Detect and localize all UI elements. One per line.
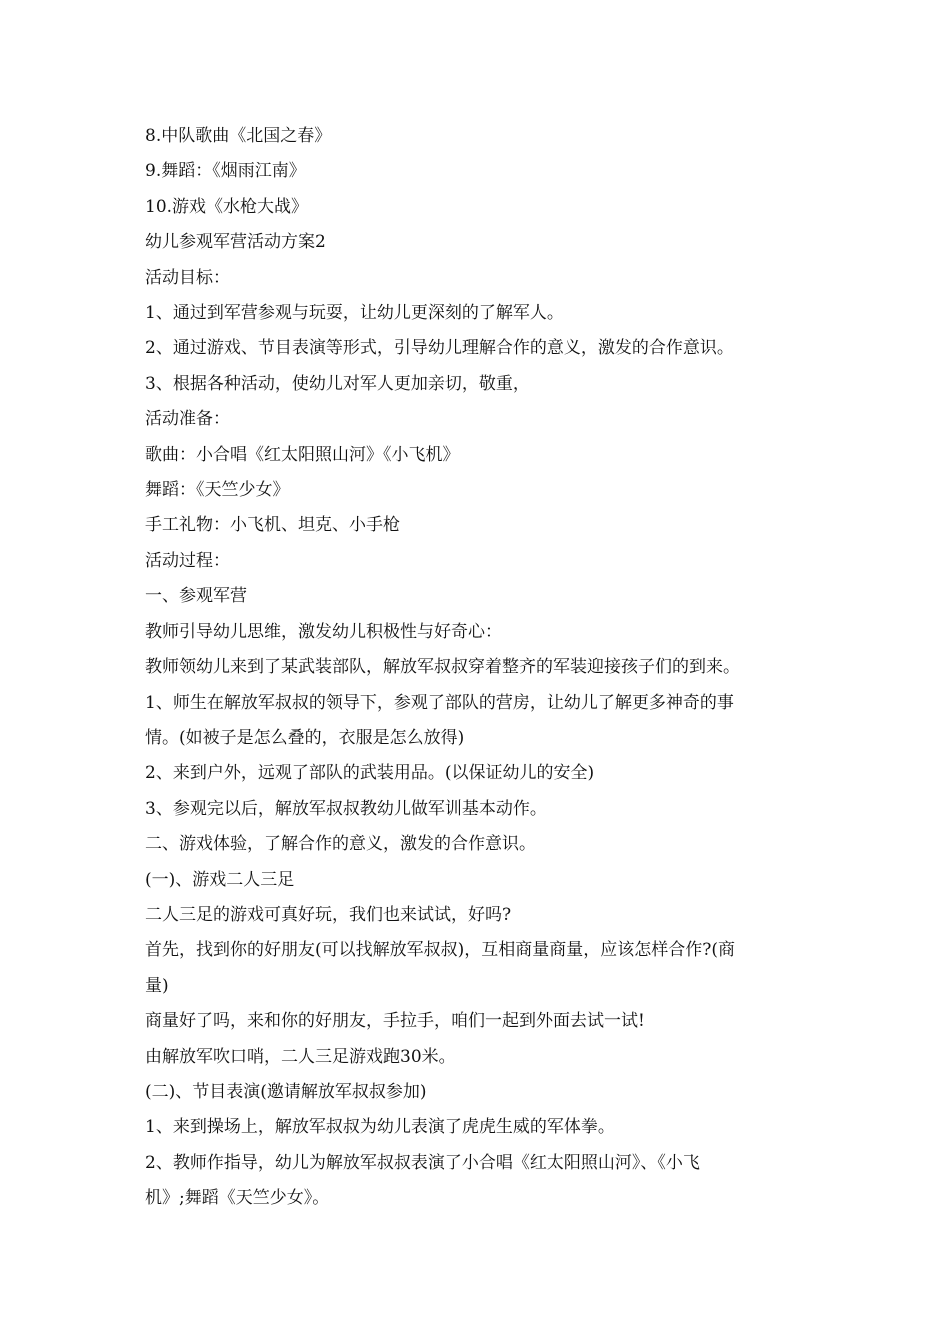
text-line: 2、通过游戏、节目表演等形式，引导幼儿理解合作的意义，激发的合作意识。: [145, 338, 734, 359]
section-title: 幼儿参观军营活动方案2: [145, 232, 326, 253]
text-line: 商量好了吗，来和你的好朋友，手拉手，咱们一起到外面去试一试!: [145, 1011, 645, 1032]
text-line: (二)、节目表演(邀请解放军叔叔参加): [145, 1081, 427, 1102]
text-line: 一、参观军营: [145, 586, 247, 607]
text-line: 情。(如被子是怎么叠的，衣服是怎么放得): [145, 727, 465, 748]
text-line: 教师领幼儿来到了某武装部队，解放军叔叔穿着整齐的军装迎接孩子们的到来。: [145, 657, 740, 678]
text-line: 首先，找到你的好朋友(可以找解放军叔叔)，互相商量商量，应该怎样合作?(商: [145, 940, 736, 961]
text-line: 3、根据各种活动，使幼儿对军人更加亲切，敬重，: [145, 373, 530, 394]
text-line: 歌曲：小合唱《红太阳照山河》《小飞机》: [145, 444, 460, 465]
text-line: 2、教师作指导，幼儿为解放军叔叔表演了小合唱《红太阳照山河》、《小飞: [145, 1152, 700, 1173]
text-line: 3、参观完以后，解放军叔叔教幼儿做军训基本动作。: [145, 798, 547, 819]
text-line: 2、来到户外，远观了部队的武装用品。(以保证幼儿的安全): [145, 763, 595, 784]
text-line: 1、通过到军营参观与玩耍，让幼儿更深刻的了解军人。: [145, 303, 564, 324]
text-line: 量): [145, 975, 169, 996]
text-line: 活动过程：: [145, 550, 230, 571]
text-line: 1、师生在解放军叔叔的领导下，参观了部队的营房，让幼儿了解更多神奇的事: [145, 692, 734, 713]
text-line: 9.舞蹈：《烟雨江南》: [145, 161, 306, 182]
text-line: 手工礼物：小飞机、坦克、小手枪: [145, 515, 400, 536]
text-line: 10.游戏《水枪大战》: [145, 196, 309, 217]
text-line: 活动目标：: [145, 267, 230, 288]
text-line: 舞蹈：《天竺少女》: [145, 480, 290, 501]
text-line: 由解放军吹口哨，二人三足游戏跑30米。: [145, 1046, 456, 1067]
text-line: 1、来到操场上，解放军叔叔为幼儿表演了虎虎生威的军体拳。: [145, 1117, 615, 1138]
text-line: 教师引导幼儿思维，激发幼儿积极性与好奇心：: [145, 621, 502, 642]
text-line: (一)、游戏二人三足: [145, 869, 295, 890]
text-line: 机》;舞蹈《天竺少女》。: [145, 1188, 330, 1209]
text-line: 二、游戏体验，了解合作的意义，激发的合作意识。: [145, 834, 536, 855]
document-body: [145, 119, 815, 1217]
text-line: 8.中队歌曲《北国之春》: [145, 126, 332, 146]
text-line: 二人三足的游戏可真好玩，我们也来试试，好吗?: [145, 904, 512, 925]
text-line: 活动准备：: [145, 409, 230, 430]
